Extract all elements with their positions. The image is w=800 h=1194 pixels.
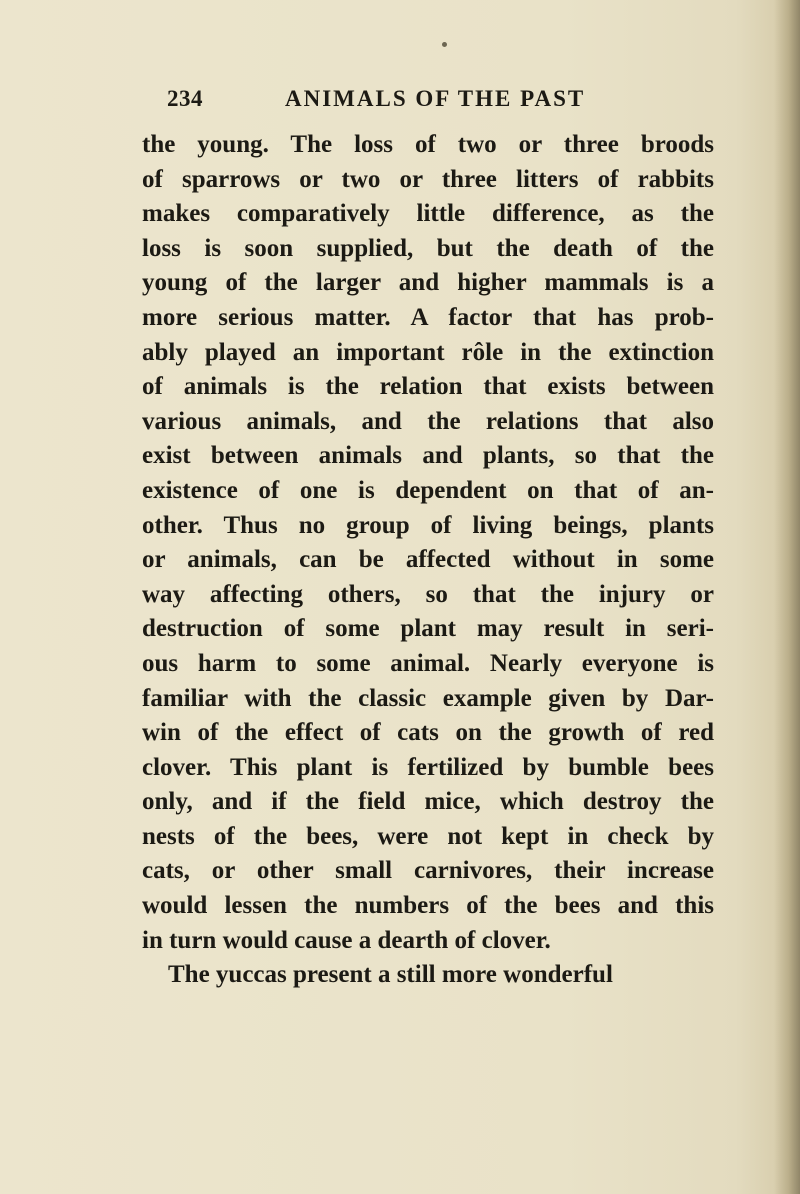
text-line: loss is soon supplied, but the death of the [142,234,714,262]
text-line: destruction of some plant may result in seri- [142,615,714,643]
running-title: ANIMALS OF THE PAST [285,86,586,111]
text-line: the young. The loss of two or three broods [142,131,714,158]
text-line: young of the larger and higher mammals is a [142,269,714,297]
text-line: more serious matter. A factor that has prob- [142,303,714,331]
text-line: exist between animals and plants, so that the [142,442,714,470]
page-gutter-shadow [774,0,800,1194]
text-line: ably played an important rôle in the extinction [142,338,714,366]
text-line: other. Thus no group of living beings, plants [142,511,714,539]
text-line: of animals is the relation that exists between [142,373,714,401]
text-line: makes comparatively little difference, as the [142,200,714,228]
text-line: familiar with the classic example given by Dar- [142,684,714,712]
text-line: would lessen the numbers of the bees and this [142,892,714,920]
text-line: win of the effect of cats on the growth of red [142,719,714,747]
text-line: of sparrows or two or three litters of rabbits [142,165,714,193]
text-line: cats, or other small carnivores, their increase [142,857,714,885]
text-line: existence of one is dependent on that of an- [142,476,714,504]
page-number: 234 [167,86,203,111]
printer-mark [442,42,447,47]
text-line: ous harm to some animal. Nearly everyone is [142,649,714,677]
text-line: The yuccas present a still more wonderful [168,961,613,989]
text-line: in turn would cause a dearth of clover. [142,926,551,954]
text-line: or animals, can be affected without in some [142,546,714,574]
text-line: various animals, and the relations that also [142,407,714,435]
body-text [142,128,714,993]
text-line: way affecting others, so that the injury or [142,580,714,608]
text-line: only, and if the field mice, which destroy the [142,788,714,816]
page-header [167,86,707,120]
text-line: clover. This plant is fertilized by bumble bees [142,753,714,781]
text-line: nests of the bees, were not kept in check by [142,822,714,850]
